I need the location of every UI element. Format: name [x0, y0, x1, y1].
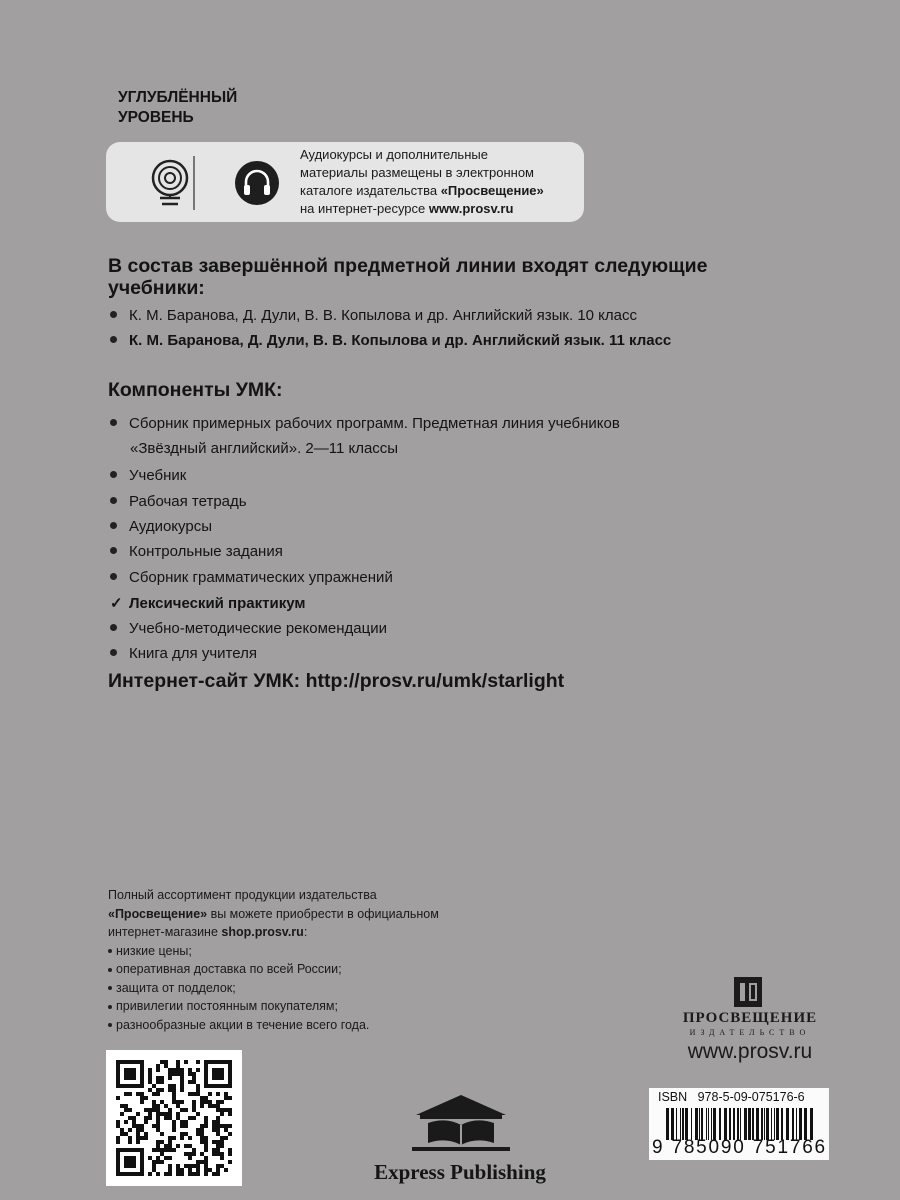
bullet-icon [110, 649, 117, 656]
publisher-subtitle: ИЗДАТЕЛЬСТВО [689, 1028, 811, 1037]
component-item-label: Учебно-методические рекомендации [129, 620, 387, 637]
books-heading-line-2: учебники: [108, 277, 205, 299]
component-item [110, 412, 620, 436]
audio-info-text [300, 146, 580, 218]
book-item-label: К. М. Баранова, Д. Дули, В. В. Копылова и др. Английский язык. 10 класс [129, 307, 637, 324]
shop-line-2-rest: вы можете приобрести в официальном [207, 906, 439, 921]
express-publishing-name: Express Publishing [374, 1160, 546, 1184]
shop-bullet [108, 979, 548, 998]
component-item [110, 515, 212, 539]
audio-line-3 [300, 182, 580, 200]
checkmark-icon: ✓ [110, 595, 123, 612]
level-line-2: УРОВЕНЬ [118, 109, 194, 126]
bullet-icon [110, 471, 117, 478]
component-item-checked [110, 592, 305, 616]
shop-bullet-label: разнообразные акции в течение всего года. [116, 1017, 370, 1032]
bullet-icon [108, 949, 112, 953]
component-item [110, 617, 387, 641]
book-emblem-icon [376, 1085, 546, 1157]
prosveshchenie-logo [688, 975, 808, 1014]
bullet-icon [110, 419, 117, 426]
express-publishing-logo [376, 1085, 546, 1162]
bullet-icon [110, 522, 117, 529]
audio-line-2: материалы размещены в электронном [300, 165, 534, 180]
bullet-icon [108, 1005, 112, 1009]
isbn-number: 978-5-09-075176-6 [697, 1090, 805, 1104]
component-item-label: Сборник примерных рабочих программ. Предметная линия учебников [129, 415, 620, 432]
shop-publisher: «Просвещение» [108, 906, 208, 921]
publisher-name: ПРОСВЕЩЕНИЕ [682, 1010, 818, 1026]
shop-info [108, 886, 548, 1034]
books-heading [108, 255, 808, 299]
bullet-icon [110, 336, 117, 343]
bullet-icon [108, 1023, 112, 1027]
audio-line-4 [300, 200, 580, 218]
audio-line-3-prefix: каталоге издательства [300, 183, 441, 198]
shop-bullet-label: привилегии постоянным покупателям; [116, 999, 338, 1013]
bullet-icon [110, 547, 117, 554]
publisher-website[interactable]: www.prosv.ru [687, 1040, 813, 1063]
shop-line-2 [108, 905, 548, 924]
shop-line-3-suffix: : [303, 925, 308, 939]
component-item-label: Рабочая тетрадь [129, 493, 247, 510]
barcode-icon [664, 1108, 820, 1140]
shop-url[interactable]: shop.prosv.ru [221, 925, 304, 939]
barcode-digits: 9 785090 751766 [652, 1137, 827, 1158]
component-item [110, 490, 247, 514]
component-item [110, 642, 257, 666]
umk-site[interactable]: Интернет-сайт УМК: http://prosv.ru/umk/starlight [108, 670, 565, 692]
book-item [110, 331, 671, 351]
shop-bullet-label: низкие цены; [116, 943, 192, 958]
component-item-label: Книга для учителя [129, 645, 257, 662]
shop-bullet-label: защита от подделок; [116, 980, 236, 995]
bullet-icon [110, 497, 117, 504]
shop-bullet [108, 942, 548, 961]
bullet-icon [110, 573, 117, 580]
component-item [110, 464, 186, 488]
audio-line-1: Аудиокурсы и дополнительные [300, 147, 488, 162]
book-item-label: К. М. Баранова, Д. Дули, В. В. Копылова и др. Английский язык. 11 класс [129, 332, 672, 349]
component-item-label: Учебник [129, 467, 187, 484]
component-item-label: Лексический практикум [129, 595, 306, 612]
publisher-name-quote: «Просвещение» [440, 183, 544, 198]
shop-bullet [108, 1016, 548, 1035]
component-item-label: Контрольные задания [129, 543, 283, 560]
level-line-1: УГЛУБЛЁННЫЙ [118, 89, 238, 106]
audio-url[interactable]: www.prosv.ru [428, 201, 514, 216]
qr-code[interactable] [106, 1050, 242, 1186]
bullet-icon [108, 986, 112, 990]
bullet-icon [110, 311, 117, 318]
shop-bullet-label: оперативная доставка по всей России; [116, 962, 342, 976]
disc-icon [150, 158, 190, 206]
component-item-label: Сборник грамматических упражнений [129, 569, 393, 586]
bullet-icon [110, 624, 117, 631]
component-item-continuation: «Звёздный английский». 2—11 классы [130, 440, 399, 457]
headphones-icon [234, 160, 280, 206]
level-label [118, 88, 237, 128]
component-item [110, 540, 283, 564]
component-item-label: Аудиокурсы [129, 518, 212, 535]
isbn-label: ISBN [658, 1090, 688, 1104]
shop-line-1: Полный ассортимент продукции издательства [108, 888, 377, 902]
shop-bullet [108, 960, 548, 979]
components-heading: Компоненты УМК: [108, 379, 283, 401]
shop-line-3-prefix: интернет-магазине [108, 925, 222, 939]
audio-line-4-prefix: на интернет-ресурсе [300, 201, 429, 216]
qr-code-icon [106, 1050, 242, 1186]
books-heading-line-1: В состав завершённой предметной линии входят следующие [108, 255, 708, 277]
shop-line-3 [108, 923, 548, 942]
publisher-emblem-icon [688, 975, 808, 1009]
book-item [110, 306, 637, 326]
shop-bullet [108, 997, 548, 1016]
component-item [110, 566, 393, 590]
divider [193, 156, 195, 210]
isbn [658, 1090, 805, 1104]
bullet-icon [108, 968, 112, 972]
